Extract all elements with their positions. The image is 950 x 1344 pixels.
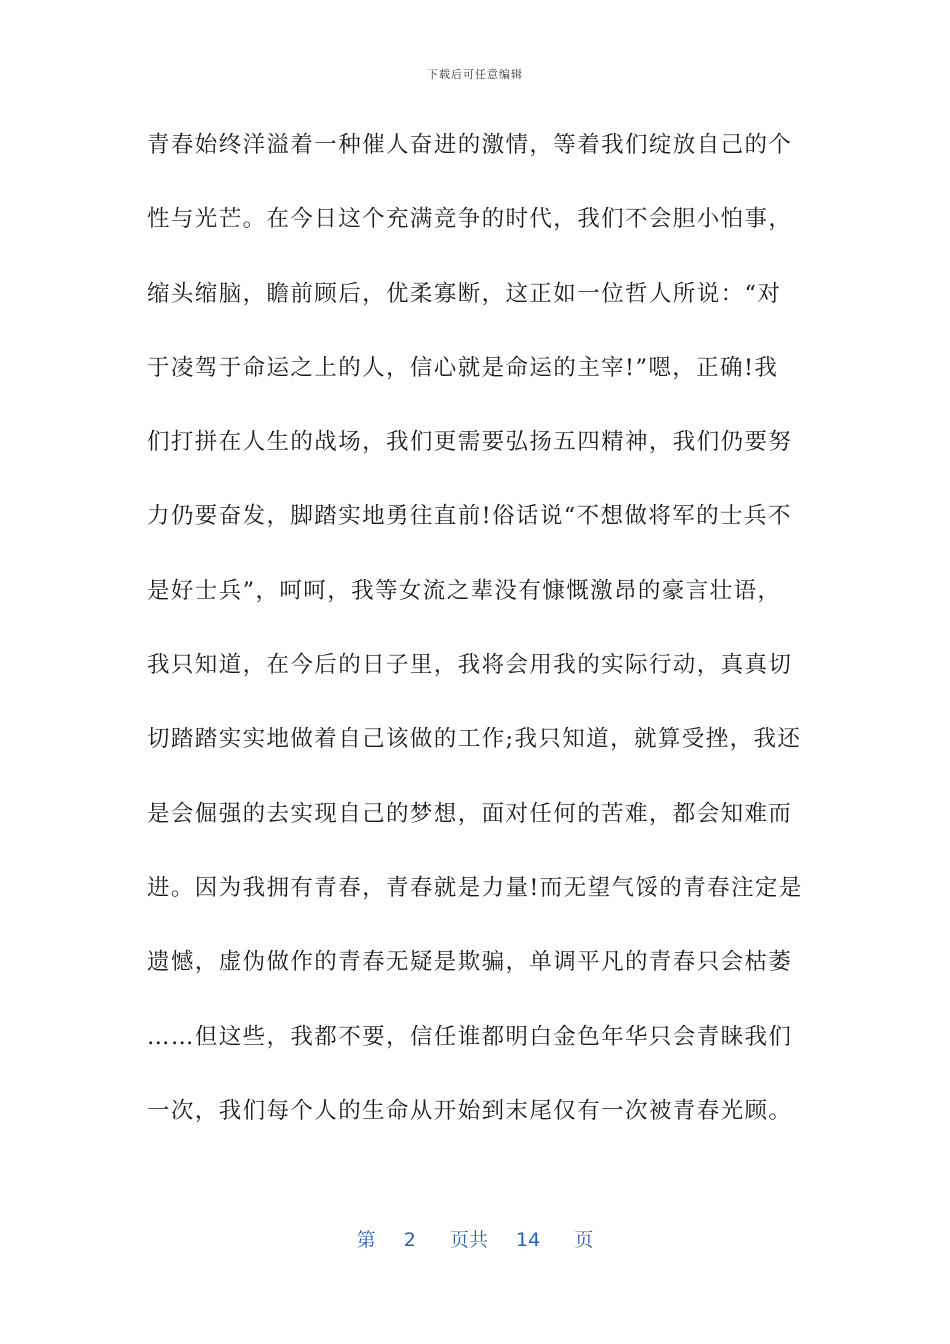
footer-prefix: 第 (356, 1229, 376, 1251)
footer-current-page: 2 (403, 1229, 416, 1251)
text-line: 缩头缩脑，瞻前顾后，优柔寡断，这正如一位哲人所说：“对 (147, 280, 782, 307)
text-line: 我只知道，在今后的日子里，我将会用我的实际行动，真真切 (147, 652, 793, 679)
page-header (0, 66, 950, 82)
text-line: 们打拼在人生的战场，我们更需要弘扬五四精神，我们仍要努 (147, 429, 793, 456)
text-line: 性与光芒。在今日这个充满竞争的时代，我们不会胆小怕事， (147, 206, 793, 233)
text-line: 青春始终洋溢着一种催人奋进的激情，等着我们绽放自己的个 (147, 132, 793, 158)
footer-suffix: 页 (574, 1229, 594, 1251)
text-line: 遗憾，虚伪做作的青春无疑是欺骗，单调平凡的青春只会枯萎 (147, 949, 793, 976)
text-line: 是会倔强的去实现自己的梦想，面对任何的苦难，都会知难而 (147, 800, 793, 827)
text-line: ……但这些，我都不要，信任谁都明白金色年华只会青睐我们 (147, 1023, 793, 1050)
text-line: 切踏踏实实地做着自己该做的工作;我只知道，就算受挫，我还 (147, 726, 802, 753)
text-line: 进。因为我拥有青春，青春就是力量!而无望气馁的青春注定是 (147, 874, 803, 901)
text-line: 一次，我们每个人的生命从开始到末尾仅有一次被青春光顾。 (147, 1097, 793, 1124)
footer-total-pages: 14 (516, 1229, 541, 1251)
text-line: 力仍要奋发，脚踏实地勇往直前!俗话说“不想做将军的士兵不 (147, 503, 792, 530)
page-footer (0, 1225, 950, 1252)
header-text: 下载后可任意编辑 (427, 68, 523, 81)
footer-middle: 页共 (449, 1229, 488, 1251)
text-line: 于凌驾于命运之上的人，信心就是命运的主宰!”嗯，正确!我 (147, 354, 779, 381)
text-line: 是好士兵”，呵呵，我等女流之辈没有慷慨激昂的豪言壮语， (147, 577, 782, 604)
document-body (147, 122, 807, 1162)
